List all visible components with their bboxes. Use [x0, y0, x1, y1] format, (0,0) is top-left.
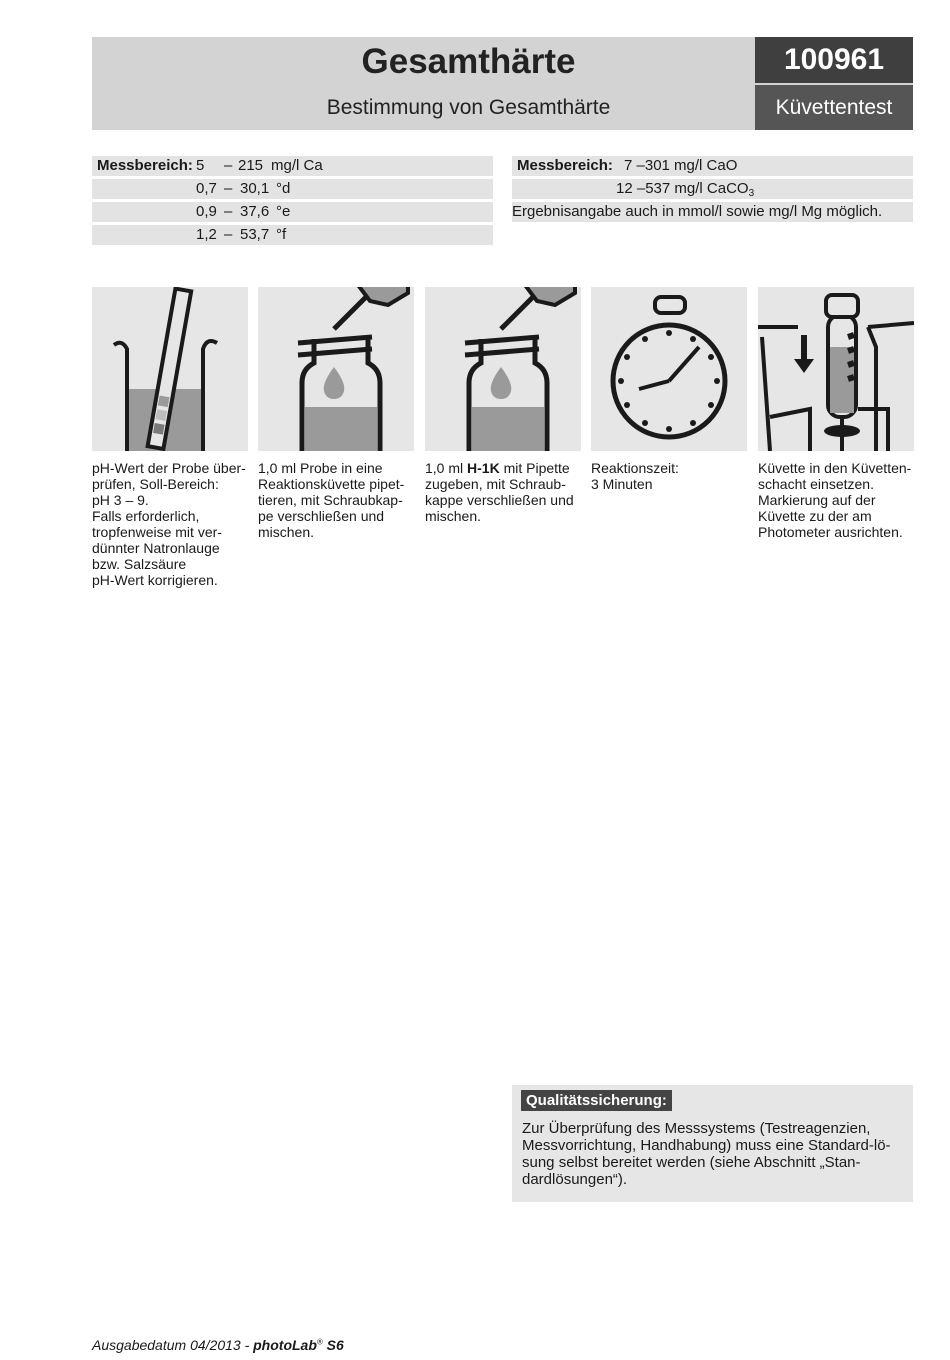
range-to: 215 — [238, 157, 264, 174]
step-1-text: pH-Wert der Probe über- prüfen, Soll-Bereich: pH 3 – 9. Falls erforderlich, tropfenweise mit ver- dünnter Natronlauge bzw. Salzsäure pH-Wert korrigieren. — [92, 460, 246, 588]
test-type: Küvettentest — [755, 85, 913, 130]
range-left-row — [92, 202, 493, 222]
step-3-text: 1,0 ml H-1K mit Pipette zugeben, mit Schraub- kappe verschließen und mischen. — [425, 460, 574, 524]
stopwatch-icon — [591, 287, 747, 451]
range-right-note — [512, 202, 913, 222]
range-left-row — [92, 225, 493, 245]
range-unit: mg/l Ca — [271, 157, 323, 174]
range-right-row — [512, 156, 913, 176]
article-number: 100961 — [755, 37, 913, 83]
range-left-label: Messbereich: — [97, 157, 193, 174]
step-4-text: Reaktionszeit: 3 Minuten — [591, 460, 679, 492]
range-from: 1,2 — [196, 226, 217, 243]
cuvette-insert-icon — [758, 287, 914, 451]
range-unit: °f — [276, 226, 287, 243]
pipette-vial-icon — [258, 287, 414, 451]
range-right-value: 12 –537 mg/l CaCO$_3$ — [616, 180, 755, 199]
range-dash: – — [224, 180, 233, 197]
range-right-value: 7 –301 mg/l CaO — [624, 157, 738, 174]
range-dash: – — [224, 203, 233, 220]
pipette-vial-icon — [425, 287, 581, 451]
range-to: 30,1 — [240, 180, 270, 197]
page-title: Gesamthärte — [361, 42, 576, 81]
step-2-text: 1,0 ml Probe in eine Reaktionsküvette pipet- tieren, mit Schraubkap- pe verschließen und mischen. — [258, 460, 405, 540]
range-dash: – — [224, 226, 233, 243]
quality-text: Zur Überprüfung des Messsystems (Testreagenzien, Messvorrichtung, Handhabung) muss eine Standard-lö- sung selbst bereitet werden (siehe Abschnitt „Stan- dardlösungen“). — [522, 1120, 891, 1188]
range-dash: – — [224, 157, 233, 174]
range-left-row — [92, 156, 493, 176]
range-from: 0,9 — [196, 203, 217, 220]
range-to: 53,7 — [240, 226, 270, 243]
beaker-ph-strip-icon — [92, 287, 248, 451]
page-subtitle: Bestimmung von Gesamthärte — [326, 96, 611, 119]
range-unit: °d — [276, 180, 291, 197]
range-to: 37,6 — [240, 203, 270, 220]
range-from: 0,7 — [196, 180, 217, 197]
range-right-label: Messbereich: — [517, 157, 613, 174]
range-right-row — [512, 179, 913, 199]
footer: Ausgabedatum 04/2013 - photoLab® S6 — [92, 1337, 344, 1353]
range-from: 5 — [196, 157, 205, 174]
quality-heading: Qualitätssicherung: — [521, 1090, 672, 1111]
step-5-text: Küvette in den Küvetten- schacht einsetzen. Markierung auf der Küvette zu der am Photometer ausrichten. — [758, 460, 912, 540]
range-left-row — [92, 179, 493, 199]
range-note-text: Ergebnisangabe auch in mmol/l sowie mg/l Mg möglich. — [512, 203, 883, 220]
range-unit: °e — [276, 203, 291, 220]
